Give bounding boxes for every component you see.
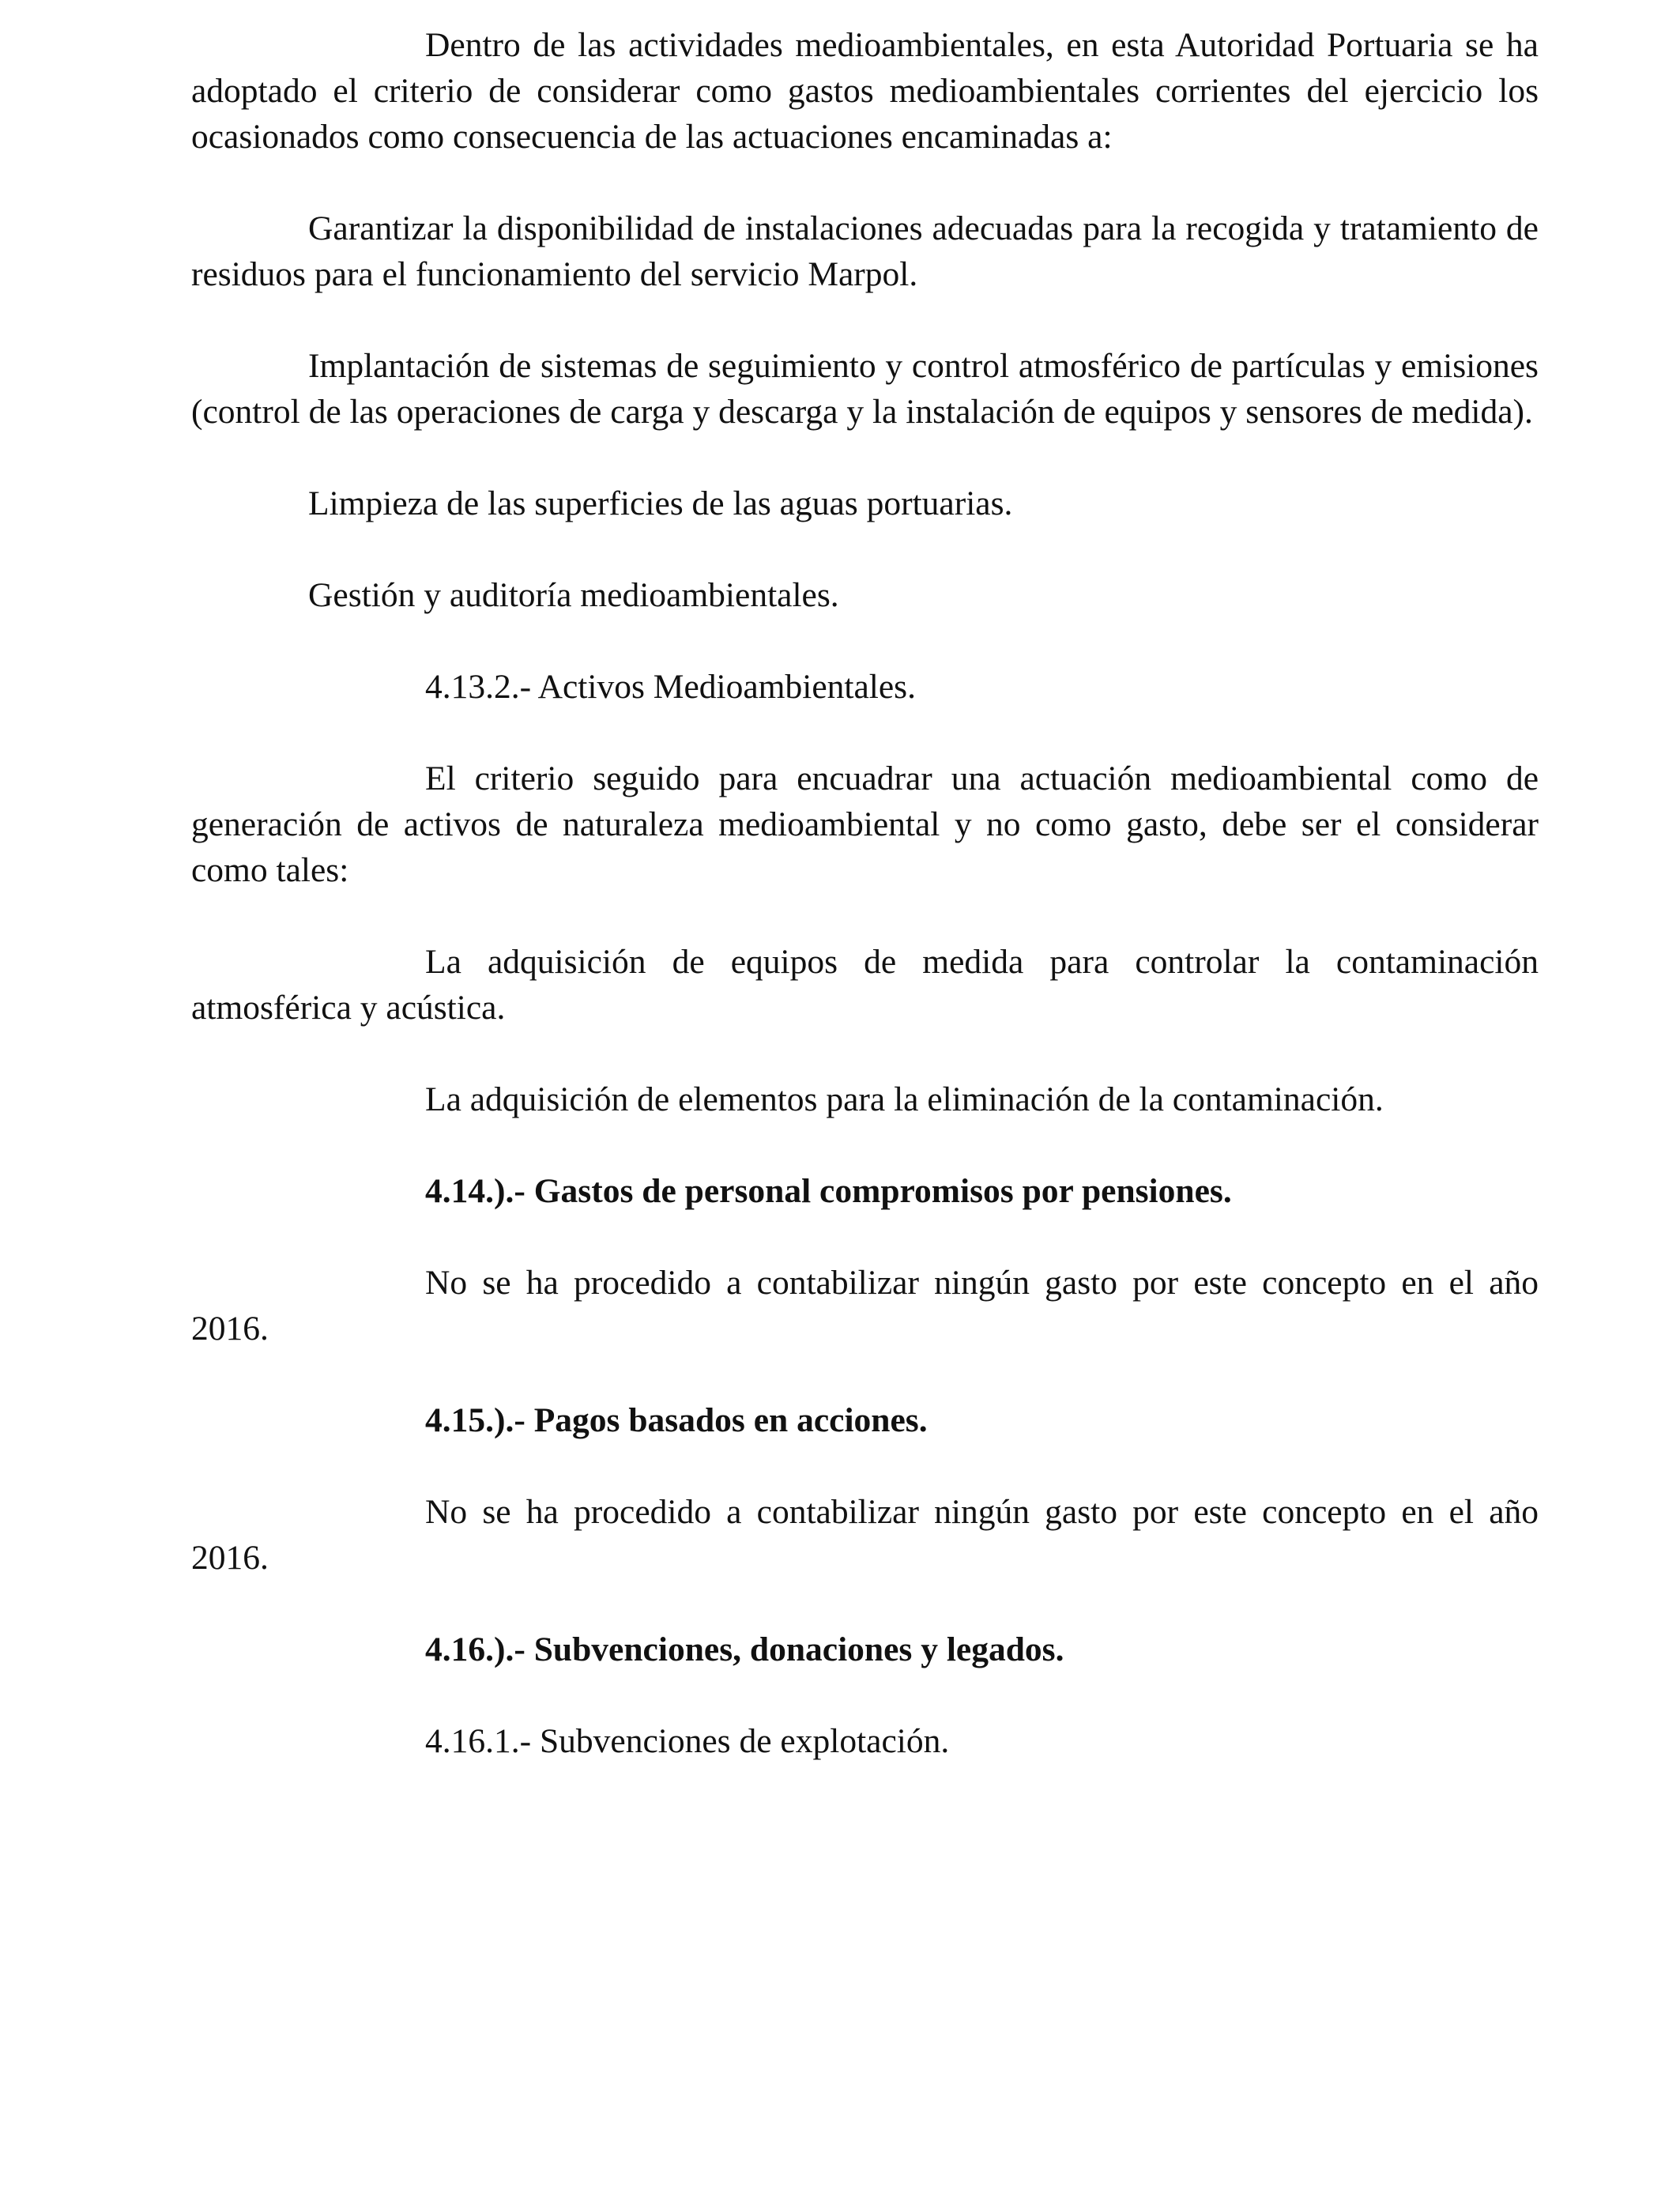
heading-subvenciones-explotacion: 4.16.1.- Subvenciones de explotación. xyxy=(425,1722,950,1760)
paragraph-acciones-2016: No se ha procedido a contabilizar ningún gasto por este concepto en el año 2016. xyxy=(191,1493,1539,1577)
paragraph-marpol: Garantizar la disponibilidad de instalaciones adecuadas para la recogida y tratamiento de residuos para el funcionamiento del servicio Marpol. xyxy=(191,209,1539,293)
paragraph-control-atmosferico: Implantación de sistemas de seguimiento y control atmosférico de partículas y emisiones (control de las operaciones de carga y descarga y la instalación de equipos y sensores de medida). xyxy=(191,347,1539,431)
paragraph-gestion-auditoria: Gestión y auditoría medioambientales. xyxy=(308,576,839,614)
paragraph-criterio-activos: El criterio seguido para encuadrar una actuación medioambiental como de generación de activos de naturaleza medioambiental y no como gasto, debe ser el considerar como tales: xyxy=(191,760,1539,889)
heading-pagos-acciones: 4.15.).- Pagos basados en acciones. xyxy=(425,1401,928,1439)
document-page xyxy=(191,22,1539,1764)
paragraph-gastos-medioambientales-intro: Dentro de las actividades medioambientales, en esta Autoridad Portuaria se ha adoptado el criterio de considerar como gastos medioambientales corrientes del ejercicio los ocasionados como consecuencia de las actuaciones encaminadas a: xyxy=(191,26,1539,156)
heading-gastos-personal-pensiones: 4.14.).- Gastos de personal compromisos por pensiones. xyxy=(425,1172,1232,1210)
paragraph-limpieza-aguas: Limpieza de las superficies de las aguas portuarias. xyxy=(308,484,1013,522)
paragraph-pensiones-2016: No se ha procedido a contabilizar ningún gasto por este concepto en el año 2016. xyxy=(191,1264,1539,1348)
paragraph-equipos-medida: La adquisición de equipos de medida para controlar la contaminación atmosférica y acústica. xyxy=(191,943,1539,1027)
paragraph-eliminacion-contaminacion: La adquisición de elementos para la eliminación de la contaminación. xyxy=(425,1080,1384,1118)
heading-activos-medioambientales: 4.13.2.- Activos Medioambientales. xyxy=(425,668,916,706)
heading-subvenciones-donaciones-legados: 4.16.).- Subvenciones, donaciones y legados. xyxy=(425,1630,1064,1668)
